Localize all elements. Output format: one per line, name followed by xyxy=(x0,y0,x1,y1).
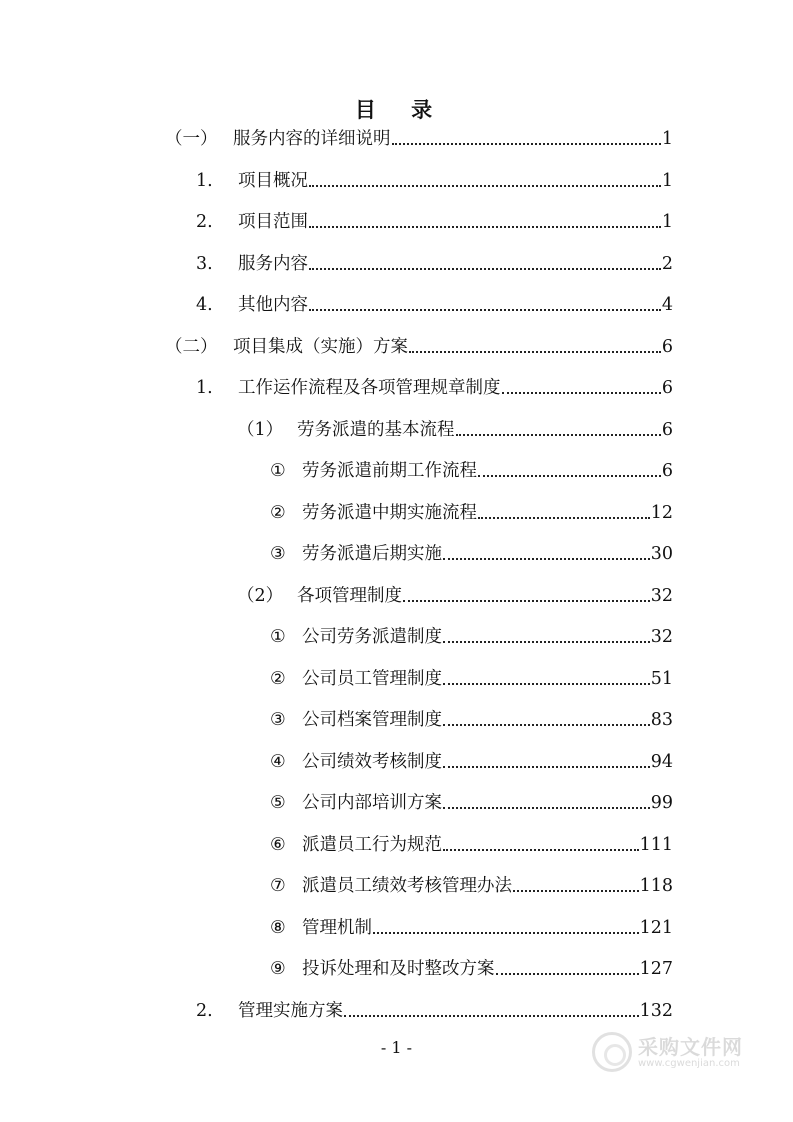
toc-leader-dots xyxy=(392,125,661,153)
toc-entry-title: 派遣员工绩效考核管理办法 xyxy=(302,876,512,896)
toc-entry-number: ⑨ xyxy=(270,959,286,979)
toc-entry-title: 其他内容 xyxy=(238,295,308,315)
toc-leader-dots xyxy=(309,291,661,319)
toc-entry[interactable] xyxy=(196,291,673,319)
toc-entry[interactable] xyxy=(237,582,673,610)
toc-entry-number: 3. xyxy=(196,254,213,274)
toc-leader-dots xyxy=(373,914,639,942)
toc-entry-page: 1 xyxy=(661,212,673,232)
toc-entry-page: 32 xyxy=(650,586,673,606)
toc-entry-number: （2） xyxy=(237,586,284,606)
toc-entry[interactable] xyxy=(196,167,673,195)
toc-entry-page: 12 xyxy=(650,503,673,523)
toc-entry-title: 管理机制 xyxy=(302,918,372,938)
toc-entry-page: 83 xyxy=(650,710,673,730)
toc-entry-title: 服务内容 xyxy=(238,254,308,274)
toc-leader-dots xyxy=(309,250,661,278)
toc-entry[interactable] xyxy=(237,416,673,444)
toc-entry[interactable] xyxy=(270,665,673,693)
toc-entry-number: （1） xyxy=(237,420,284,440)
toc-entry[interactable] xyxy=(270,872,673,900)
toc-leader-dots xyxy=(478,499,650,527)
toc-entry-title: 各项管理制度 xyxy=(297,586,402,606)
toc-entry-page: 6 xyxy=(661,420,673,440)
toc-entry-title: 劳务派遣的基本流程 xyxy=(297,420,455,440)
toc-entry[interactable] xyxy=(165,125,673,153)
toc-entry-page: 51 xyxy=(650,669,673,689)
watermark-logo-icon xyxy=(592,1032,632,1072)
toc-leader-dots xyxy=(513,872,639,900)
toc-entry-number: ⑧ xyxy=(270,918,286,938)
toc-leader-dots xyxy=(443,540,650,568)
toc-entry-number: ① xyxy=(270,627,286,647)
toc-leader-dots xyxy=(502,374,661,402)
toc-entry-number: （一） xyxy=(165,129,218,149)
toc-entry-number: ② xyxy=(270,669,286,689)
toc-entry-number: 1. xyxy=(196,171,213,191)
toc-entry-title: 劳务派遣后期实施 xyxy=(302,544,442,564)
toc-leader-dots xyxy=(478,457,661,485)
toc-entry-number: 4. xyxy=(196,295,213,315)
toc-entry-page: 6 xyxy=(661,461,673,481)
toc-entry-title: 项目概况 xyxy=(238,171,308,191)
toc-entry[interactable] xyxy=(270,955,673,983)
toc-entry[interactable] xyxy=(270,789,673,817)
toc-entry[interactable] xyxy=(270,748,673,776)
toc-entry-number: ② xyxy=(270,503,286,523)
toc-entry-page: 127 xyxy=(639,959,673,979)
toc-leader-dots xyxy=(443,706,650,734)
toc-entry-page: 32 xyxy=(650,627,673,647)
toc-entry[interactable] xyxy=(196,374,673,402)
toc-entry[interactable] xyxy=(270,499,673,527)
toc-entry-page: 1 xyxy=(661,171,673,191)
toc-entry[interactable] xyxy=(270,706,673,734)
toc-entry-page: 4 xyxy=(661,295,673,315)
toc-entry[interactable] xyxy=(270,540,673,568)
toc-entry-number: ③ xyxy=(270,544,286,564)
toc-leader-dots xyxy=(456,416,661,444)
toc-leader-dots xyxy=(409,333,661,361)
toc-leader-dots xyxy=(443,748,650,776)
toc-leader-dots xyxy=(309,208,661,236)
toc-entry-title: 管理实施方案 xyxy=(238,1001,343,1021)
toc-entry-page: 30 xyxy=(650,544,673,564)
toc-entry-title: 公司劳务派遣制度 xyxy=(302,627,442,647)
toc-entry-page: 99 xyxy=(650,793,673,813)
toc-entry-page: 6 xyxy=(661,378,673,398)
toc-entry-number: ⑦ xyxy=(270,876,286,896)
toc-entry[interactable] xyxy=(196,208,673,236)
toc-entry-title: 公司内部培训方案 xyxy=(302,793,442,813)
toc-entry-number: ⑥ xyxy=(270,835,286,855)
toc-entry-title: 公司绩效考核制度 xyxy=(302,752,442,772)
toc-entry-page: 1 xyxy=(661,129,673,149)
toc-entry-title: 派遣员工行为规范 xyxy=(302,835,442,855)
toc-title: 目 录 xyxy=(354,97,447,122)
watermark-url: www.cgwenjian.com xyxy=(638,1057,740,1069)
toc-entry-number: 2. xyxy=(196,212,213,232)
toc-entry-title: 投诉处理和及时整改方案 xyxy=(302,959,495,979)
toc-entry-page: 111 xyxy=(639,835,673,855)
toc-entry-title: 工作运作流程及各项管理规章制度 xyxy=(238,378,501,398)
watermark-name: 采购文件网 xyxy=(638,1034,743,1059)
toc-entry-number: 1. xyxy=(196,378,213,398)
toc-entry-title: 项目范围 xyxy=(238,212,308,232)
toc-entry[interactable] xyxy=(270,914,673,942)
toc-leader-dots xyxy=(344,997,639,1025)
toc-entry-page: 121 xyxy=(639,918,673,938)
toc-entry-page: 94 xyxy=(650,752,673,772)
toc-entry-page: 2 xyxy=(661,254,673,274)
toc-entry-page: 6 xyxy=(661,337,673,357)
toc-entry-number: ⑤ xyxy=(270,793,286,813)
toc-entry[interactable] xyxy=(196,997,673,1025)
toc-entry-title: 公司员工管理制度 xyxy=(302,669,442,689)
toc-entry[interactable] xyxy=(165,333,673,361)
toc-leader-dots xyxy=(496,955,639,983)
toc-entry-title: 劳务派遣前期工作流程 xyxy=(302,461,477,481)
watermark xyxy=(592,1026,782,1078)
toc-leader-dots xyxy=(443,831,639,859)
toc-entry-title: 项目集成（实施）方案 xyxy=(233,337,408,357)
toc-entry-title: 劳务派遣中期实施流程 xyxy=(302,503,477,523)
toc-entry[interactable] xyxy=(270,831,673,859)
toc-entry-number: 2. xyxy=(196,1001,213,1021)
toc-entry-number: ④ xyxy=(270,752,286,772)
toc-leader-dots xyxy=(443,623,650,651)
toc-entry-number: ① xyxy=(270,461,286,481)
toc-leader-dots xyxy=(443,789,650,817)
toc-entry-number: ③ xyxy=(270,710,286,730)
toc-entry[interactable] xyxy=(270,623,673,651)
toc-entry[interactable] xyxy=(270,457,673,485)
toc-entry-page: 118 xyxy=(639,876,673,896)
watermark-text xyxy=(638,1036,743,1069)
page-number-footer: - 1 - xyxy=(380,1038,413,1057)
toc-entry-title: 公司档案管理制度 xyxy=(302,710,442,730)
toc-leader-dots xyxy=(309,167,661,195)
toc-leader-dots xyxy=(403,582,650,610)
toc-leader-dots xyxy=(443,665,650,693)
toc-entry-title: 服务内容的详细说明 xyxy=(233,129,391,149)
toc-entry[interactable] xyxy=(196,250,673,278)
toc-entry-page: 132 xyxy=(639,1001,673,1021)
toc-entry-number: （二） xyxy=(165,337,218,357)
